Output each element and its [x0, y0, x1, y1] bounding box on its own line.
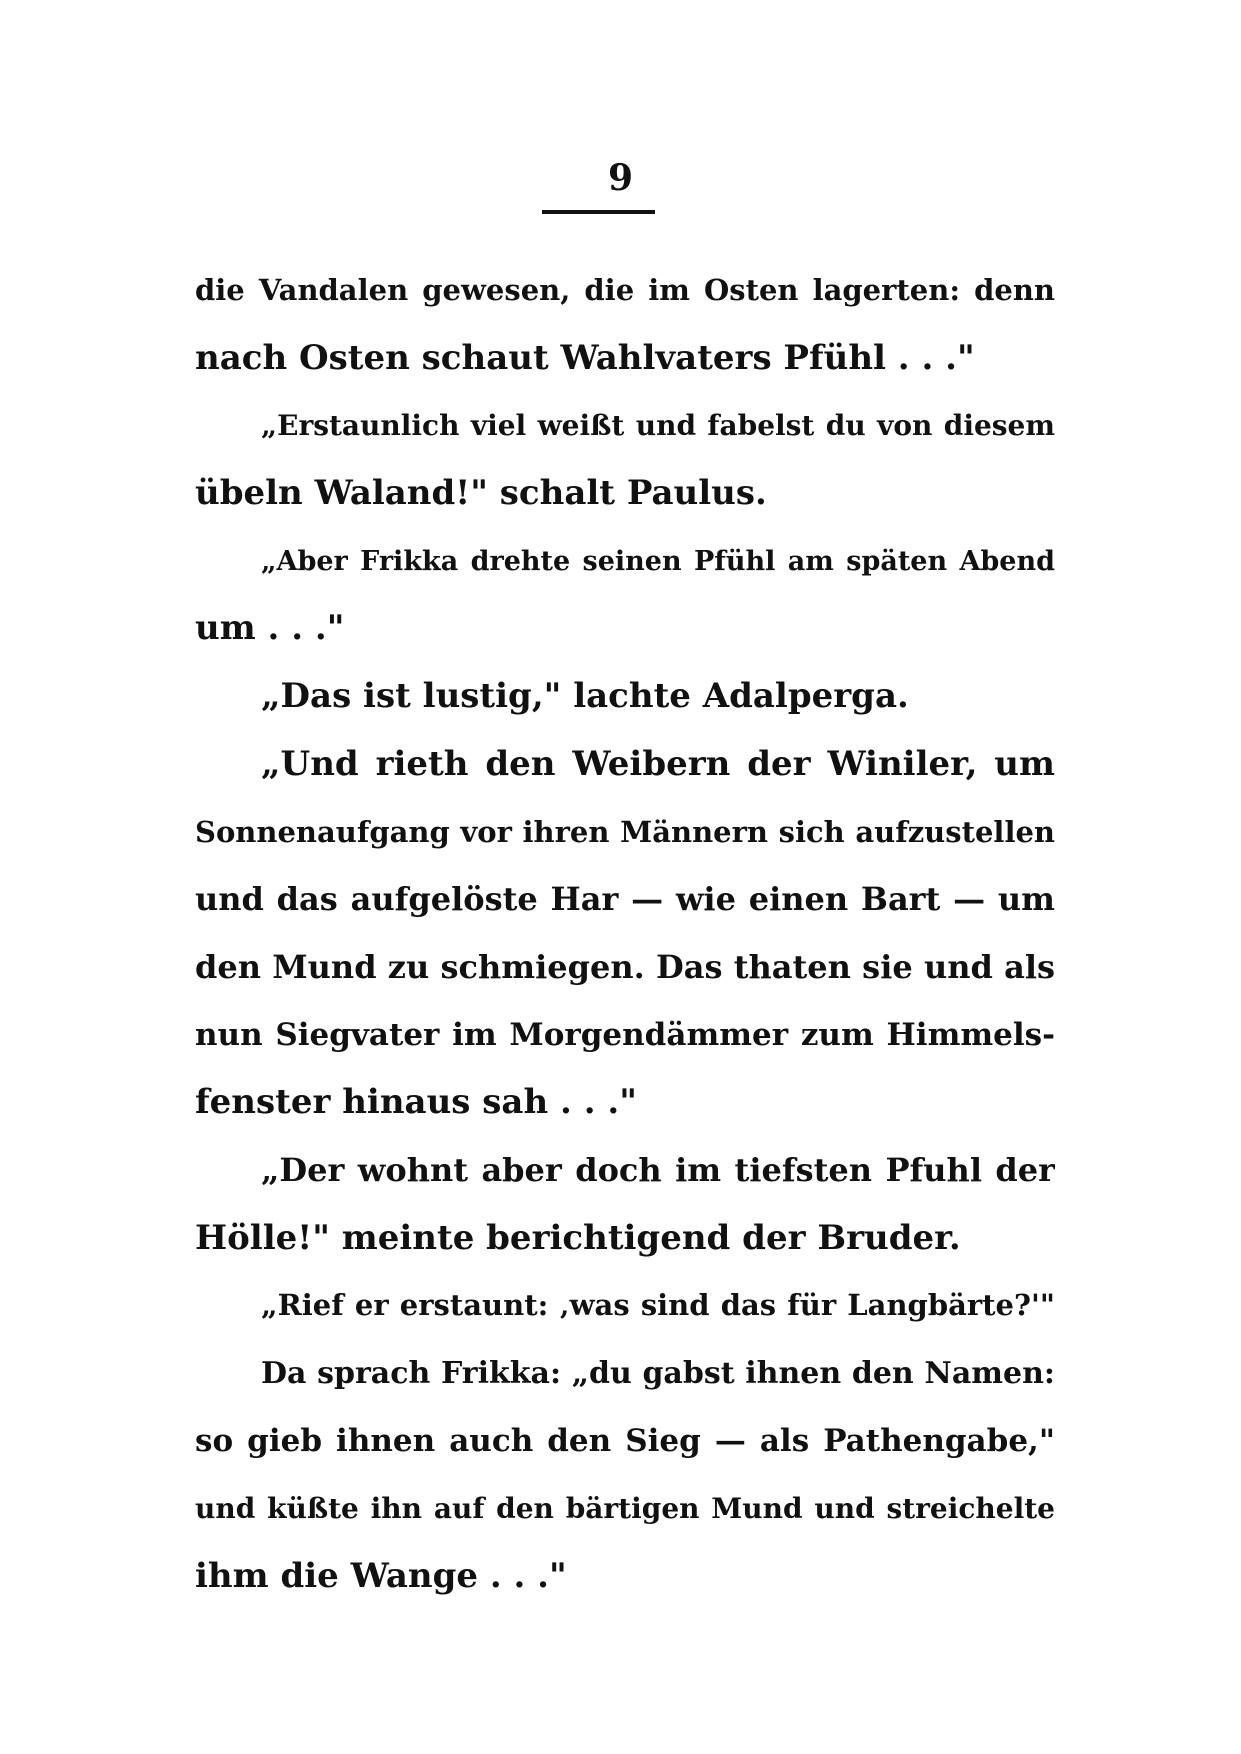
text-line: „Erstaunlich viel weißt und fabelst du von diesem: [261, 409, 1055, 443]
page-number-rule: [542, 210, 655, 214]
text-line: „Der wohnt aber doch im tiefsten Pfuhl der: [261, 1150, 1055, 1189]
text-line: „Das ist lustig," lachte Adalperga.: [261, 676, 909, 717]
text-line: um . . .": [195, 608, 345, 649]
page-number: 9: [607, 157, 634, 199]
text-line: und küßte ihn auf den bärtigen Mund und streichelte: [195, 1492, 1055, 1526]
text-line: so gieb ihnen auch den Sieg — als Pathengabe,": [195, 1422, 1055, 1459]
text-line: „Und rieth den Weibern der Winiler, um: [261, 743, 1055, 784]
text-line: ihm die Wange . . .": [195, 1556, 567, 1597]
text-line: „Rief er erstaunt: ‚was sind das für Langbärte?'": [261, 1288, 1055, 1323]
text-line: die Vandalen gewesen, die im Osten lagerten: denn: [195, 273, 1055, 307]
text-line: Sonnenaufgang vor ihren Männern sich aufzustellen: [195, 814, 1055, 849]
text-line: übeln Waland!" schalt Paulus.: [195, 473, 767, 514]
text-line: fenster hinaus sah . . .": [195, 1082, 637, 1123]
text-line: und das aufgelöste Har — wie einen Bart — um: [195, 880, 1055, 919]
text-line: „Aber Frikka drehte seinen Pfühl am späten Abend: [261, 545, 1055, 577]
text-line: Hölle!" meinte berichtigend der Bruder.: [195, 1217, 961, 1258]
text-line: den Mund zu schmiegen. Das thaten sie und als: [195, 947, 1055, 986]
body-text: [195, 257, 1055, 1611]
text-line: Da sprach Frikka: „du gabst ihnen den Namen:: [261, 1356, 1055, 1391]
text-line: nach Osten schaut Wahlvaters Pfühl . . .": [195, 337, 975, 378]
text-line: nun Siegvater im Morgendämmer zum Himmels-: [195, 1016, 1055, 1053]
